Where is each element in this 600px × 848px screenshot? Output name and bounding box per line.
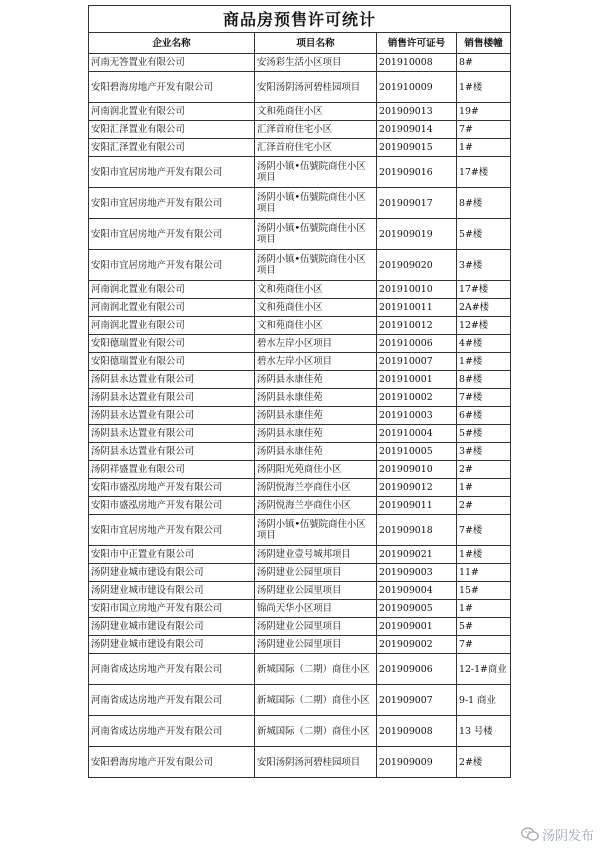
table-row [89, 461, 511, 479]
header-row [89, 33, 511, 54]
permit-cell: 201909011 [377, 497, 457, 515]
company-cell: 河南润北置业有限公司 [89, 103, 255, 121]
project-cell: 文和苑商住小区 [255, 299, 377, 317]
building-cell: 19# [457, 103, 511, 121]
building-cell: 2A#楼 [457, 299, 511, 317]
permit-cell: 201909009 [377, 747, 457, 778]
building-cell: 5#楼 [457, 425, 511, 443]
table-row [89, 479, 511, 497]
permit-cell: 201910001 [377, 371, 457, 389]
company-cell: 安阳市盛泓房地产开发有限公司 [89, 479, 255, 497]
table-row [89, 515, 511, 546]
company-cell: 安阳市宜居房地产开发有限公司 [89, 515, 255, 546]
company-cell: 河南润北置业有限公司 [89, 281, 255, 299]
company-cell: 河南省成达房地产开发有限公司 [89, 654, 255, 685]
table-row [89, 747, 511, 778]
company-cell: 汤阴县永达置业有限公司 [89, 371, 255, 389]
permit-cell: 201909013 [377, 103, 457, 121]
table-row [89, 219, 511, 250]
company-cell: 河南润北置业有限公司 [89, 299, 255, 317]
permit-cell: 201910004 [377, 425, 457, 443]
table-row [89, 54, 511, 72]
building-cell: 5#楼 [457, 219, 511, 250]
table-row [89, 103, 511, 121]
table-row [89, 636, 511, 654]
building-cell: 1#楼 [457, 546, 511, 564]
table-row [89, 299, 511, 317]
company-cell: 安阳市宜居房地产开发有限公司 [89, 250, 255, 281]
building-cell: 4#楼 [457, 335, 511, 353]
permit-cell: 201909021 [377, 546, 457, 564]
company-cell: 安阳市盛泓房地产开发有限公司 [89, 497, 255, 515]
watermark-text: 汤阴发布 [541, 829, 594, 844]
building-cell: 1# [457, 139, 511, 157]
permit-cell: 201909007 [377, 685, 457, 716]
building-cell: 7#楼 [457, 515, 511, 546]
permit-cell: 201909008 [377, 716, 457, 747]
building-cell: 11# [457, 564, 511, 582]
building-cell: 1# [457, 479, 511, 497]
building-cell: 12-1#商业 [457, 654, 511, 685]
permit-cell: 201909005 [377, 600, 457, 618]
permit-cell: 201910012 [377, 317, 457, 335]
project-cell: 汤阴建业公园里项目 [255, 636, 377, 654]
project-cell: 安汤彩生活小区项目 [255, 54, 377, 72]
building-cell: 7# [457, 121, 511, 139]
table-title: 商品房预售许可统计 [89, 6, 511, 33]
table-row [89, 546, 511, 564]
project-cell: 汤阴小镇•伍號院商住小区项目 [255, 157, 377, 188]
company-cell: 河南省成达房地产开发有限公司 [89, 716, 255, 747]
permit-cell: 201909012 [377, 479, 457, 497]
permit-cell: 201909001 [377, 618, 457, 636]
building-cell: 1# [457, 600, 511, 618]
project-cell: 碧水左岸小区项目 [255, 335, 377, 353]
company-cell: 安阳德瑞置业有限公司 [89, 353, 255, 371]
column-header-project: 项目名称 [255, 33, 377, 54]
building-cell: 15# [457, 582, 511, 600]
table-row [89, 121, 511, 139]
table-row [89, 582, 511, 600]
company-cell: 安阳汇泽置业有限公司 [89, 121, 255, 139]
project-cell: 汤阴悦海兰亭商住小区 [255, 479, 377, 497]
company-cell: 安阳市中正置业有限公司 [89, 546, 255, 564]
project-cell: 文和苑商住小区 [255, 281, 377, 299]
building-cell: 6#楼 [457, 407, 511, 425]
permit-cell: 201909015 [377, 139, 457, 157]
building-cell: 3#楼 [457, 250, 511, 281]
permit-cell: 201910003 [377, 407, 457, 425]
permit-cell: 201910005 [377, 443, 457, 461]
table-row [89, 618, 511, 636]
company-cell: 河南润北置业有限公司 [89, 317, 255, 335]
table-row [89, 335, 511, 353]
building-cell: 7# [457, 636, 511, 654]
building-cell: 1#楼 [457, 353, 511, 371]
project-cell: 汤阴建业公园里项目 [255, 564, 377, 582]
building-cell: 2# [457, 497, 511, 515]
building-cell: 1#楼 [457, 72, 511, 103]
company-cell: 安阳市宜居房地产开发有限公司 [89, 219, 255, 250]
project-cell: 碧水左岸小区项目 [255, 353, 377, 371]
project-cell: 汤阴县永康佳苑 [255, 443, 377, 461]
permit-cell: 201909002 [377, 636, 457, 654]
table-row [89, 371, 511, 389]
permit-cell: 201909018 [377, 515, 457, 546]
building-cell: 2#楼 [457, 747, 511, 778]
table-row [89, 250, 511, 281]
building-cell: 3#楼 [457, 443, 511, 461]
project-cell: 汤阴县永康佳苑 [255, 425, 377, 443]
permit-cell: 201909003 [377, 564, 457, 582]
company-cell: 汤阴建业城市建设有限公司 [89, 618, 255, 636]
project-cell: 汤阴小镇•伍號院商住小区项目 [255, 515, 377, 546]
permit-cell: 201910009 [377, 72, 457, 103]
permit-cell: 201909014 [377, 121, 457, 139]
building-cell: 8# [457, 54, 511, 72]
company-cell: 安阳碧海房地产开发有限公司 [89, 72, 255, 103]
building-cell: 17#楼 [457, 157, 511, 188]
building-cell: 17#楼 [457, 281, 511, 299]
project-cell: 汤阴县永康佳苑 [255, 371, 377, 389]
building-cell: 7#楼 [457, 389, 511, 407]
project-cell: 锦尚天华小区项目 [255, 600, 377, 618]
presale-permit-table [88, 5, 511, 778]
column-header-building: 销售楼幢 [457, 33, 511, 54]
table-row [89, 443, 511, 461]
permit-cell: 201909006 [377, 654, 457, 685]
watermark [521, 825, 594, 844]
company-cell: 安阳德瑞置业有限公司 [89, 335, 255, 353]
wechat-icon [521, 827, 539, 842]
project-cell: 汤阴小镇•伍號院商住小区项目 [255, 188, 377, 219]
building-cell: 13 号楼 [457, 716, 511, 747]
table-row [89, 353, 511, 371]
permit-cell: 201909019 [377, 219, 457, 250]
table-row [89, 600, 511, 618]
table-row [89, 497, 511, 515]
table-row [89, 654, 511, 685]
table-row [89, 317, 511, 335]
company-cell: 安阳市宜居房地产开发有限公司 [89, 188, 255, 219]
project-cell: 文和苑商住小区 [255, 317, 377, 335]
permit-cell: 201910010 [377, 281, 457, 299]
building-cell: 9-1 商业 [457, 685, 511, 716]
building-cell: 5# [457, 618, 511, 636]
column-header-company: 企业名称 [89, 33, 255, 54]
company-cell: 河南省成达房地产开发有限公司 [89, 685, 255, 716]
project-cell: 安阳汤阴汤河碧桂园项目 [255, 72, 377, 103]
project-cell: 汤阴建业公园里项目 [255, 582, 377, 600]
table-row [89, 281, 511, 299]
project-cell: 文和苑商住小区 [255, 103, 377, 121]
permit-cell: 201910007 [377, 353, 457, 371]
project-cell: 汤阴县永康佳苑 [255, 389, 377, 407]
building-cell: 8#楼 [457, 188, 511, 219]
project-cell: 汤阴建业公园里项目 [255, 618, 377, 636]
company-cell: 汤阴县永达置业有限公司 [89, 443, 255, 461]
project-cell: 汇泽首府住宅小区 [255, 139, 377, 157]
project-cell: 新城国际（二期）商住小区 [255, 654, 377, 685]
building-cell: 8#楼 [457, 371, 511, 389]
company-cell: 安阳市宜居房地产开发有限公司 [89, 157, 255, 188]
company-cell: 汤阴祥盛置业有限公司 [89, 461, 255, 479]
table-row [89, 685, 511, 716]
table-row [89, 425, 511, 443]
project-cell: 汤阴悦海兰亭商住小区 [255, 497, 377, 515]
company-cell: 安阳碧海房地产开发有限公司 [89, 747, 255, 778]
building-cell: 2# [457, 461, 511, 479]
permit-cell: 201910011 [377, 299, 457, 317]
company-cell: 汤阴建业城市建设有限公司 [89, 564, 255, 582]
table-row [89, 564, 511, 582]
table-row [89, 157, 511, 188]
project-cell: 安阳汤阴汤河碧桂园项目 [255, 747, 377, 778]
company-cell: 河南无答置业有限公司 [89, 54, 255, 72]
permit-cell: 201910002 [377, 389, 457, 407]
table-row [89, 389, 511, 407]
company-cell: 安阳汇泽置业有限公司 [89, 139, 255, 157]
project-cell: 汇泽首府住宅小区 [255, 121, 377, 139]
company-cell: 汤阴县永达置业有限公司 [89, 389, 255, 407]
company-cell: 汤阴建业城市建设有限公司 [89, 636, 255, 654]
company-cell: 汤阴建业城市建设有限公司 [89, 582, 255, 600]
table-row [89, 188, 511, 219]
company-cell: 安阳市国立房地产开发有限公司 [89, 600, 255, 618]
table-row [89, 716, 511, 747]
permit-cell: 201909017 [377, 188, 457, 219]
project-cell: 汤阴阳光苑商住小区 [255, 461, 377, 479]
company-cell: 汤阴县永达置业有限公司 [89, 407, 255, 425]
table-row [89, 139, 511, 157]
table-row [89, 407, 511, 425]
permit-cell: 201910008 [377, 54, 457, 72]
table-row [89, 72, 511, 103]
building-cell: 12#楼 [457, 317, 511, 335]
permit-cell: 201910006 [377, 335, 457, 353]
project-cell: 汤阴建业壹号城邦项目 [255, 546, 377, 564]
permit-cell: 201909020 [377, 250, 457, 281]
permit-cell: 201909010 [377, 461, 457, 479]
column-header-permit: 销售许可证号 [377, 33, 457, 54]
project-cell: 新城国际（二期）商住小区 [255, 716, 377, 747]
permit-cell: 201909016 [377, 157, 457, 188]
project-cell: 汤阴县永康佳苑 [255, 407, 377, 425]
permit-cell: 201909004 [377, 582, 457, 600]
company-cell: 汤阴县永达置业有限公司 [89, 425, 255, 443]
project-cell: 汤阴小镇•伍號院商住小区项目 [255, 250, 377, 281]
project-cell: 汤阴小镇•伍號院商住小区项目 [255, 219, 377, 250]
project-cell: 新城国际（二期）商住小区 [255, 685, 377, 716]
